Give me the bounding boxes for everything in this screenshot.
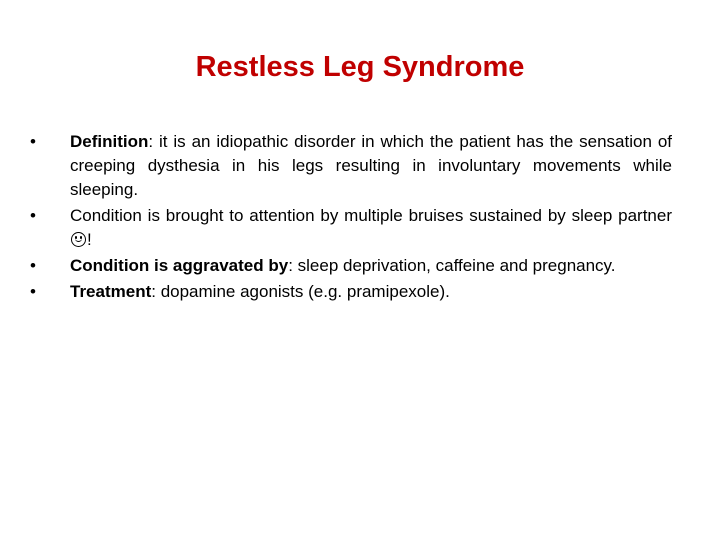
bullet-text: : it is an idiopathic disorder in which the patient has the sensation of creeping dysthesia in his legs resulting in involuntary movements while sleeping. xyxy=(70,132,672,199)
smiley-icon xyxy=(71,232,86,247)
bullet-term: Definition xyxy=(70,132,149,151)
bullet-marker: • xyxy=(30,256,36,275)
bullet-text: Condition is brought to attention by multiple bruises sustained by sleep partner xyxy=(70,206,672,225)
bullet-treatment xyxy=(30,280,672,304)
bullet-text: : sleep deprivation, caffeine and pregnancy. xyxy=(288,256,616,275)
bullet-text: : dopamine agonists (e.g. pramipexole). xyxy=(151,282,450,301)
bullet-marker: • xyxy=(30,282,36,301)
bullet-term: Treatment xyxy=(70,282,152,301)
bullet-condition-attention xyxy=(30,204,672,252)
bullet-aggravated xyxy=(30,254,672,278)
slide-title: Restless Leg Syndrome xyxy=(195,51,525,83)
bullet-term: Condition is aggravated by xyxy=(70,256,289,275)
bullet-marker: • xyxy=(30,132,36,151)
bullet-list xyxy=(30,130,672,306)
bullet-definition xyxy=(30,130,672,202)
bullet-marker: • xyxy=(30,206,36,225)
bullet-text-end: ! xyxy=(87,230,92,249)
